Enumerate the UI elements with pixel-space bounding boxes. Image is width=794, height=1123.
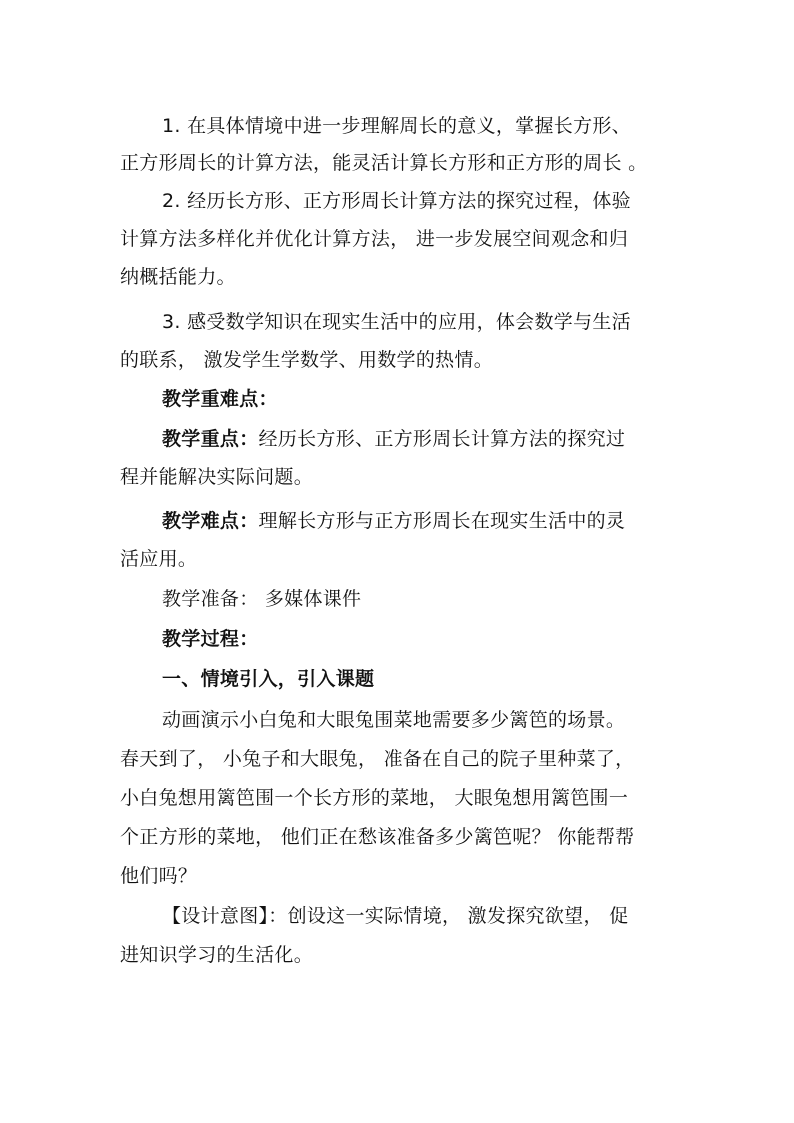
objective-2-line-2: 计算方法多样化并优化计算方法， 进一步发展空间观念和归 xyxy=(120,228,629,250)
design-intent-line-2: 进知识学习的生活化。 xyxy=(120,944,314,966)
teaching-difficulty-line-2: 活应用。 xyxy=(120,548,198,570)
teaching-difficulty-line-1 xyxy=(162,508,625,534)
section-1-paragraph-line-3: 小白兔想用篱笆围一个长方形的菜地， 大眼兔想用篱笆围一 xyxy=(120,787,629,809)
teaching-focus-label: 教学重点： xyxy=(162,428,259,450)
teaching-difficulty-text: 理解长方形与正方形周长在现实生活中的灵 xyxy=(258,510,626,532)
objective-3-line-2: 的联系， 激发学生学数学、用数学的热情。 xyxy=(120,349,494,371)
teaching-process-heading: 教学过程： xyxy=(162,628,259,650)
teaching-preparation: 教学准备： 多媒体课件 xyxy=(162,588,362,610)
objective-1-line-1: 1. 在具体情境中进一步理解周长的意义，掌握长方形、 xyxy=(162,115,631,137)
objective-2-line-3: 纳概括能力。 xyxy=(120,266,236,288)
design-intent-line-1: 【设计意图】：创设这一实际情境， 激发探究欲望， 促 xyxy=(162,905,629,927)
section-1-paragraph-line-4: 个正方形的菜地， 他们正在愁该准备多少篱笆呢？ 你能帮帮 xyxy=(120,826,635,848)
teaching-focus-line-2: 程并能解决实际问题。 xyxy=(120,466,314,488)
objective-2-line-1: 2. 经历长方形、正方形周长计算方法的探究过程，体验 xyxy=(162,190,631,212)
teaching-focus-line-1 xyxy=(162,426,625,452)
section-1-paragraph-line-2: 春天到了， 小兔子和大眼兔， 准备在自己的院子里种菜了， xyxy=(120,748,635,770)
objective-1-line-2: 正方形周长的计算方法，能灵活计算长方形和正方形的周长 。 xyxy=(120,152,648,174)
teaching-focus-text: 经历长方形、正方形周长计算方法的探究过 xyxy=(258,428,626,450)
section-1-paragraph-line-5: 他们吗？ xyxy=(120,865,198,887)
section-1-paragraph-line-1: 动画演示小白兔和大眼兔围菜地需要多少篱笆的场景。 xyxy=(162,709,626,731)
objective-3-line-1: 3. 感受数学知识在现实生活中的应用，体会数学与生活 xyxy=(162,311,631,333)
teaching-difficulty-label: 教学难点： xyxy=(162,510,259,532)
section-1-title: 一、情境引入，引入课题 xyxy=(162,668,375,690)
key-points-heading: 教学重难点： xyxy=(162,388,278,410)
